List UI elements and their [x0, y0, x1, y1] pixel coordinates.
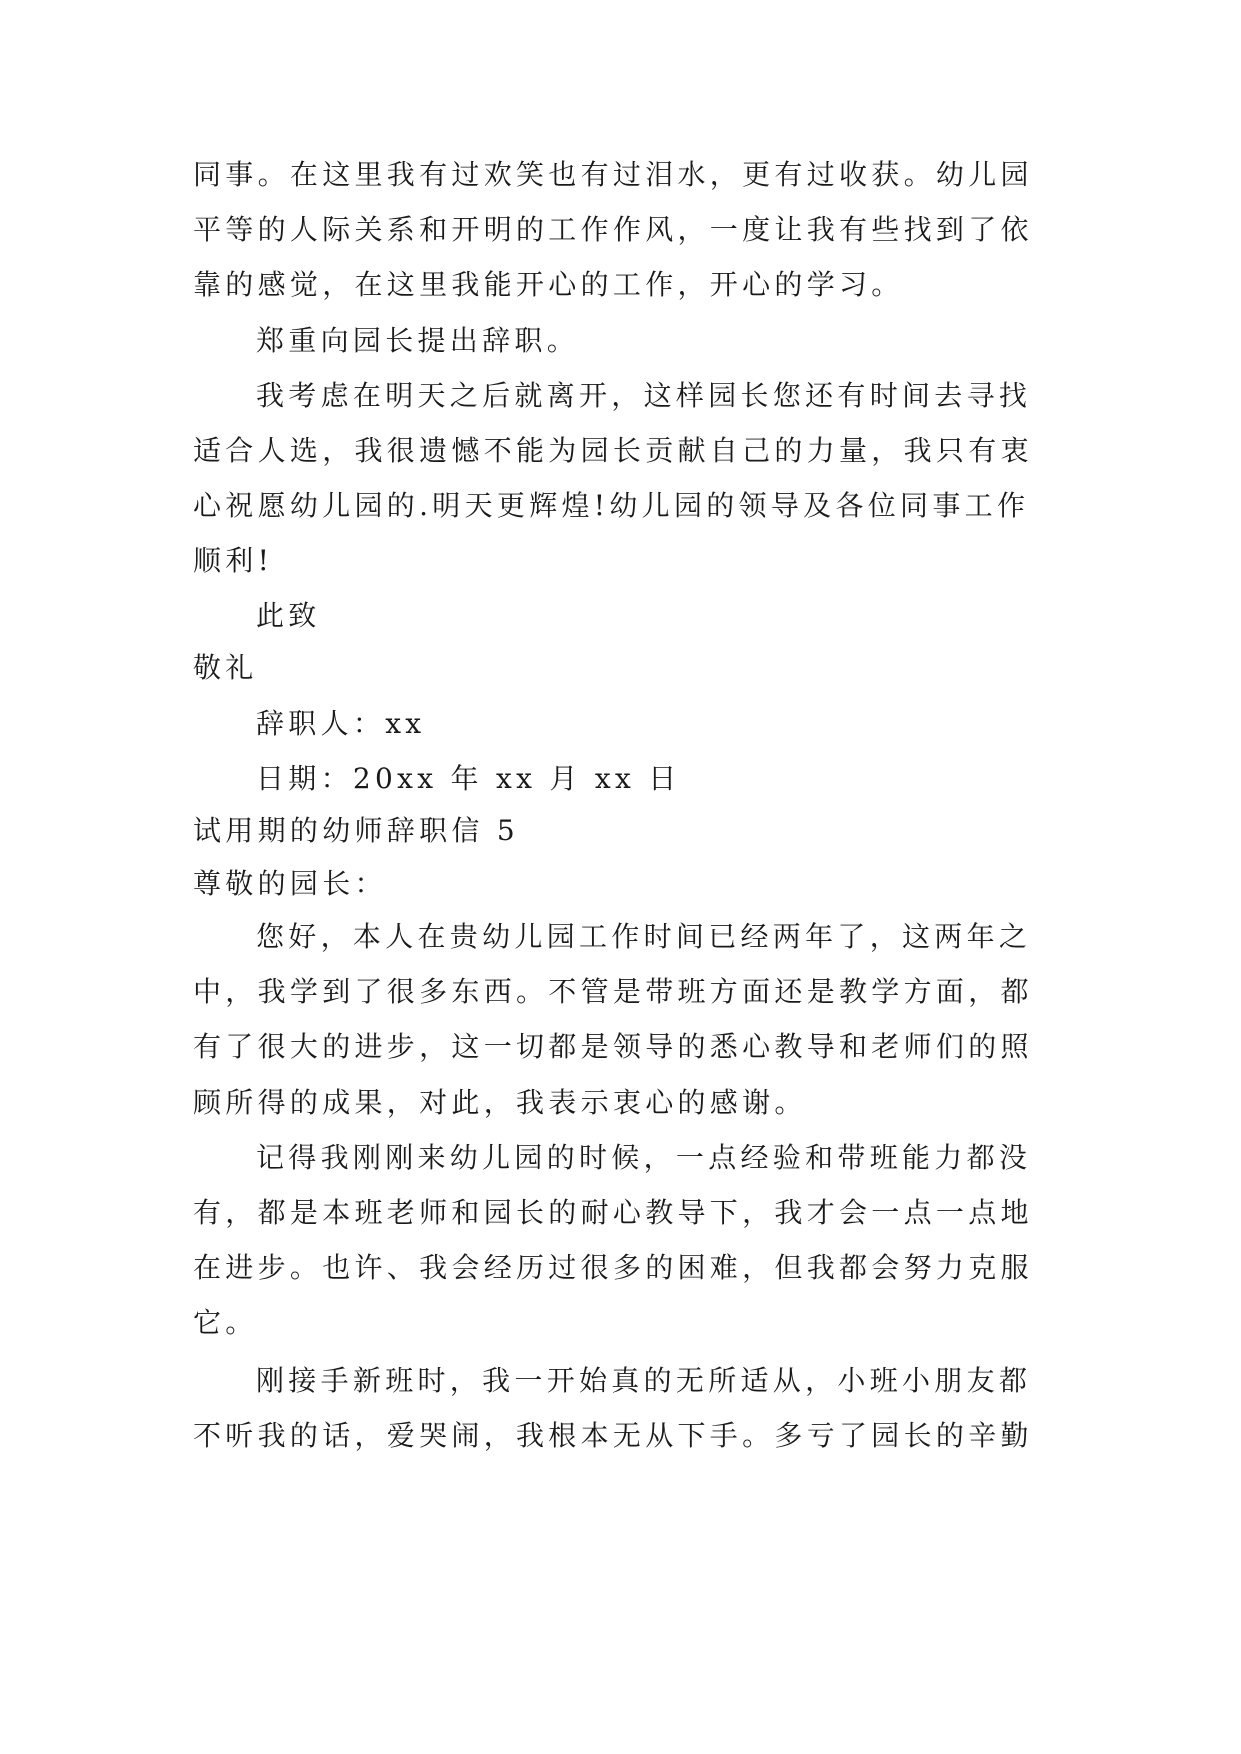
text-line: 郑重向园长提出辞职。	[256, 324, 580, 357]
text-line: 同事。在这里我有过欢笑也有过泪水，更有过收获。幼儿园	[193, 158, 1033, 191]
text-line: 在进步。也许、我会经历过很多的困难，但我都会努力克服	[193, 1251, 1033, 1284]
text-line: 顾所得的成果，对此，我表示衷心的感谢。	[193, 1086, 807, 1119]
text-line: 适合人选，我很遗憾不能为园长贡献自己的力量，我只有衷	[193, 434, 1033, 467]
text-line: 顺利!	[193, 544, 274, 577]
text-line: 心祝愿幼儿园的.明天更辉煌!幼儿园的领导及各位同事工作	[193, 489, 1030, 522]
text-line: 有了很大的进步，这一切都是领导的悉心教导和老师们的照	[193, 1030, 1033, 1063]
text-line: 靠的感觉，在这里我能开心的工作，开心的学习。	[193, 268, 904, 301]
text-line: 不听我的话，爱哭闹，我根本无从下手。多亏了园长的辛勤	[193, 1419, 1033, 1452]
text-line: 刚接手新班时，我一开始真的无所适从，小班小朋友都	[256, 1364, 1032, 1397]
salutation: 尊敬的园长：	[193, 867, 387, 900]
text-line: 有，都是本班老师和园长的耐心教导下，我才会一点一点地	[193, 1196, 1033, 1229]
closing-salute: 敬礼	[193, 651, 258, 684]
text-line: 您好，本人在贵幼儿园工作时间已经两年了，这两年之	[256, 920, 1032, 953]
section-heading: 试用期的幼师辞职信 5	[193, 814, 520, 847]
text-line: 我考虑在明天之后就离开，这样园长您还有时间去寻找	[256, 379, 1032, 412]
date-line: 日期：20xx 年 xx 月 xx 日	[256, 762, 681, 795]
text-line: 平等的人际关系和开明的工作作风，一度让我有些找到了依	[193, 213, 1033, 246]
text-line: 记得我刚刚来幼儿园的时候，一点经验和带班能力都没	[256, 1141, 1032, 1174]
signature-line: 辞职人：xx	[256, 707, 426, 740]
closing-phrase: 此致	[256, 599, 321, 632]
text-line: 中，我学到了很多东西。不管是带班方面还是教学方面，都	[193, 975, 1033, 1008]
text-line: 它。	[193, 1306, 258, 1339]
